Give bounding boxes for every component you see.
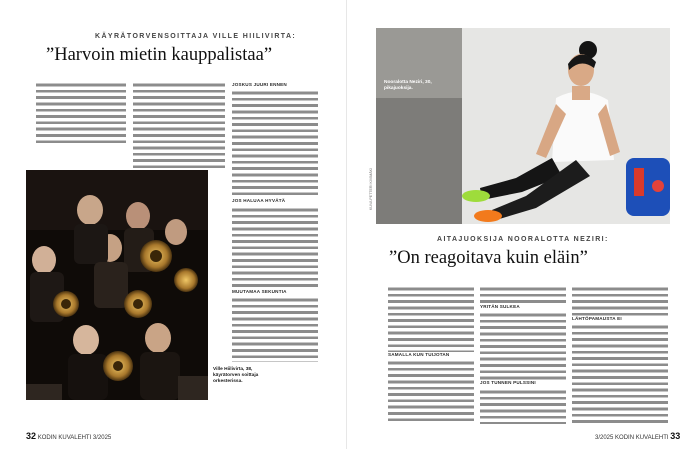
- right-col2-head-1: YRITÄN SULKEA: [480, 304, 520, 309]
- right-col2: [480, 286, 566, 424]
- right-footer-magazine: 3/2025 KODIN KUVALEHTI: [595, 435, 669, 441]
- orchestra-illustration: [26, 170, 208, 400]
- page-spine: [346, 0, 347, 449]
- right-col3-head: LÄHTÖPAMAUSTA EI: [572, 316, 622, 321]
- orchestra-photo: [26, 170, 208, 400]
- left-col3-head-3: MUUTAMAA SEKUNTIA: [232, 288, 287, 294]
- left-col2-text: [133, 82, 225, 168]
- right-col1: [388, 286, 474, 424]
- left-footer-magazine: KODIN KUVALEHTI 3/2025: [37, 435, 112, 441]
- right-page-number: 33: [670, 431, 681, 441]
- left-photo-caption-text: Ville Hiilivirta, 38, käyrätorven soittaja orkesterissa.: [213, 367, 259, 384]
- right-kicker: AITAJUOKSIJA NOORALOTTA NEZIRI:: [437, 236, 609, 243]
- left-kicker: KÄYRÄTORVENSOITTAJA VILLE HIILIVIRTA:: [95, 33, 297, 40]
- right-headline: ”On reagoitava kuin eläin”: [389, 248, 588, 268]
- right-photo-caption: [384, 80, 432, 160]
- left-page-number: 32: [26, 431, 37, 441]
- right-photo-credit: KUVA PETTERI KIVIMÄKI: [369, 167, 373, 210]
- left-col1-text: [36, 82, 126, 144]
- right-footer: [595, 431, 680, 441]
- left-col3: [232, 82, 318, 362]
- left-headline: ”Harvoin mietin kauppalistaa”: [46, 45, 273, 65]
- left-col3-head-1: JOSKUS JUURI ENNEN: [232, 82, 287, 87]
- left-footer: [26, 431, 111, 441]
- left-col3-head-2: JOS HALUAA HYVÄTÄ: [232, 198, 286, 204]
- right-col2-head-2: JOS TUNNEN PULSSINI: [480, 380, 536, 386]
- right-col3: [572, 286, 668, 424]
- right-col1-head: SAMALLA KUN TUIJOTAN: [388, 352, 450, 357]
- left-photo-caption: [213, 367, 273, 397]
- right-photo-caption-text: Nooralotta Neziri, 30, pikajuoksija.: [384, 80, 432, 91]
